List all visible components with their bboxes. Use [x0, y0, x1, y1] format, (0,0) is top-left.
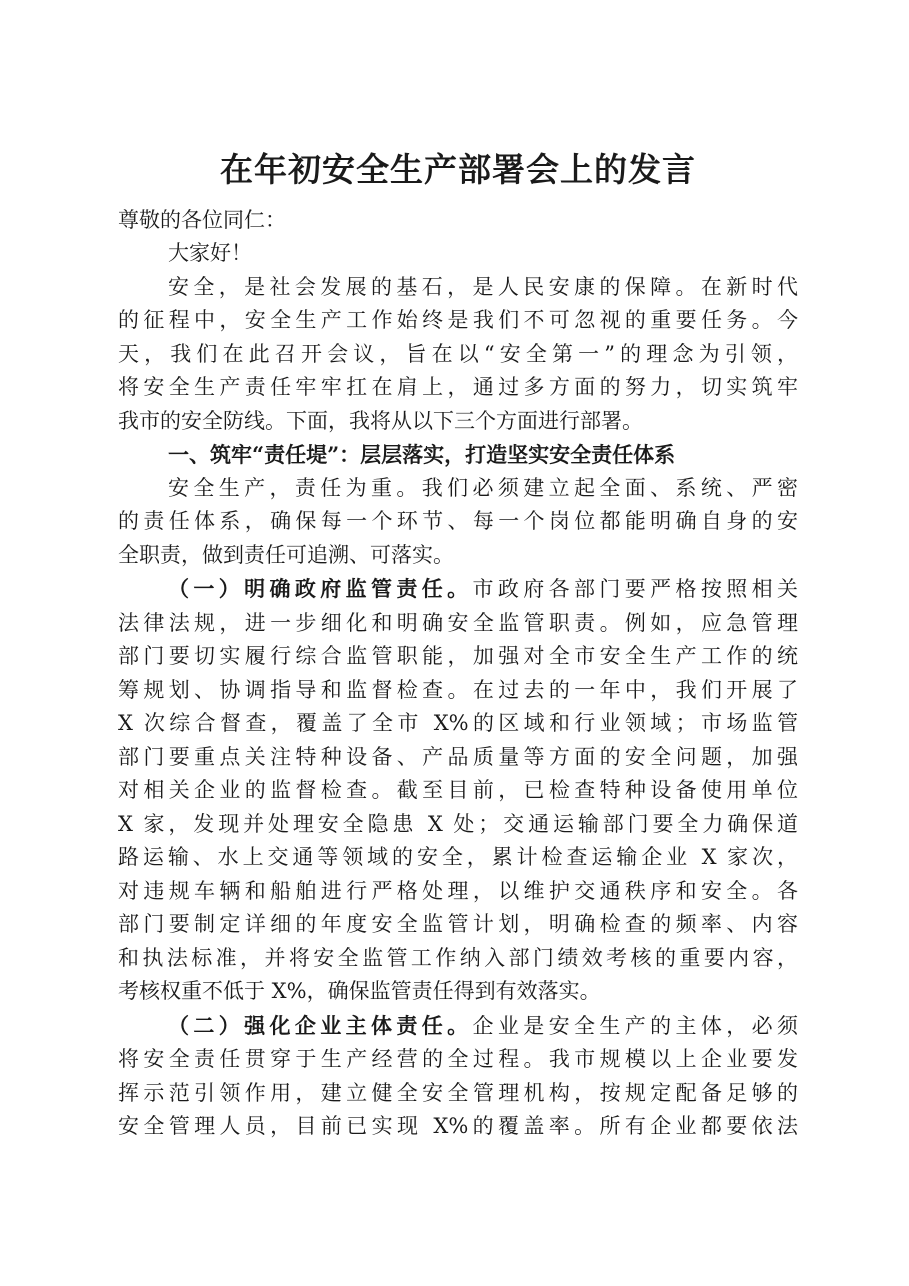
text-line: 我市的安全防线。下面，我将从以下三个方面进行部署。 [118, 408, 643, 433]
text-span: 企业是安全生产的主体，必须 [472, 1013, 798, 1038]
text-line: 全职责，做到责任可追溯、可落实。 [118, 542, 454, 567]
text-line: 的征程中，安全生产工作始终是我们不可忽视的重要任务。今 [118, 308, 798, 333]
text-line: 对相关企业的监督检查。截至目前，已检查特种设备使用单位 [118, 778, 798, 803]
text-line: 安全，是社会发展的基石，是人民安康的保障。在新时代 [168, 274, 798, 299]
subheading-government-duty: （一）明确政府监管责任。 [168, 576, 473, 602]
text-line: 将安全生产责任牢牢扛在肩上，通过多方面的努力，切实筑牢 [118, 375, 798, 400]
text-line: 对违规车辆和船舶进行严格处理，以维护交通秩序和安全。各 [118, 878, 798, 903]
text-line: 部门要重点关注特种设备、产品质量等方面的安全问题，加强 [118, 744, 798, 769]
section-heading: 一、筑牢“责任堤”：层层落实，打造坚实安全责任体系 [168, 442, 676, 468]
text-line: 考核权重不低于 X%，确保监管责任得到有效落实。 [118, 979, 601, 1004]
paragraph-section-intro [118, 472, 798, 573]
text-line: 安全管理人员，目前已实现 X%的覆盖率。所有企业都要依法 [118, 1114, 798, 1139]
text-line: 部门要切实履行综合监管职能，加强对全市安全生产工作的统 [118, 644, 798, 669]
paragraph-intro [118, 271, 798, 439]
text-line: 法律法规，进一步细化和明确安全监管职责。例如，应急管理 [118, 610, 798, 635]
text-line [118, 1009, 798, 1044]
salutation: 尊敬的各位同仁： [118, 207, 286, 232]
text-line: 和执法标准，并将安全监管工作纳入部门绩效考核的重要内容， [118, 945, 798, 970]
text-line: X 家，发现并处理安全隐患 X 处；交通运输部门要全力确保道 [118, 811, 798, 836]
text-span: 市政府各部门要严格按照相关 [472, 577, 798, 602]
text-line: 的责任体系，确保每一个环节、每一个岗位都能明确自身的安 [118, 509, 798, 534]
text-line: 部门要制定详细的年度安全监管计划，明确检查的频率、内容 [118, 912, 798, 937]
text-line: 路运输、水上交通等领域的安全，累计检查运输企业 X 家次， [118, 845, 798, 870]
text-line: 安全生产，责任为重。我们必须建立起全面、系统、严密 [168, 475, 798, 500]
text-line: X 次综合督查，覆盖了全市 X%的区域和行业领域；市场监管 [118, 711, 798, 736]
greeting: 大家好！ [168, 241, 252, 266]
text-line: 天，我们在此召开会议，旨在以“安全第一”的理念为引领， [118, 341, 798, 366]
document-page [118, 150, 798, 1144]
subheading-enterprise-duty: （二）强化企业主体责任。 [168, 1012, 473, 1038]
paragraph-government-duty [118, 572, 798, 1009]
paragraph-enterprise-duty [118, 1009, 798, 1144]
document-title: 在年初安全生产部署会上的发言 [220, 150, 696, 189]
text-line: 挥示范引领作用，建立健全安全管理机构，按规定配备足够的 [118, 1080, 798, 1105]
text-line [118, 572, 798, 607]
text-line: 将安全责任贯穿于生产经营的全过程。我市规模以上企业要发 [118, 1047, 798, 1072]
text-line: 筹规划、协调指导和监督检查。在过去的一年中，我们开展了 [118, 677, 798, 702]
